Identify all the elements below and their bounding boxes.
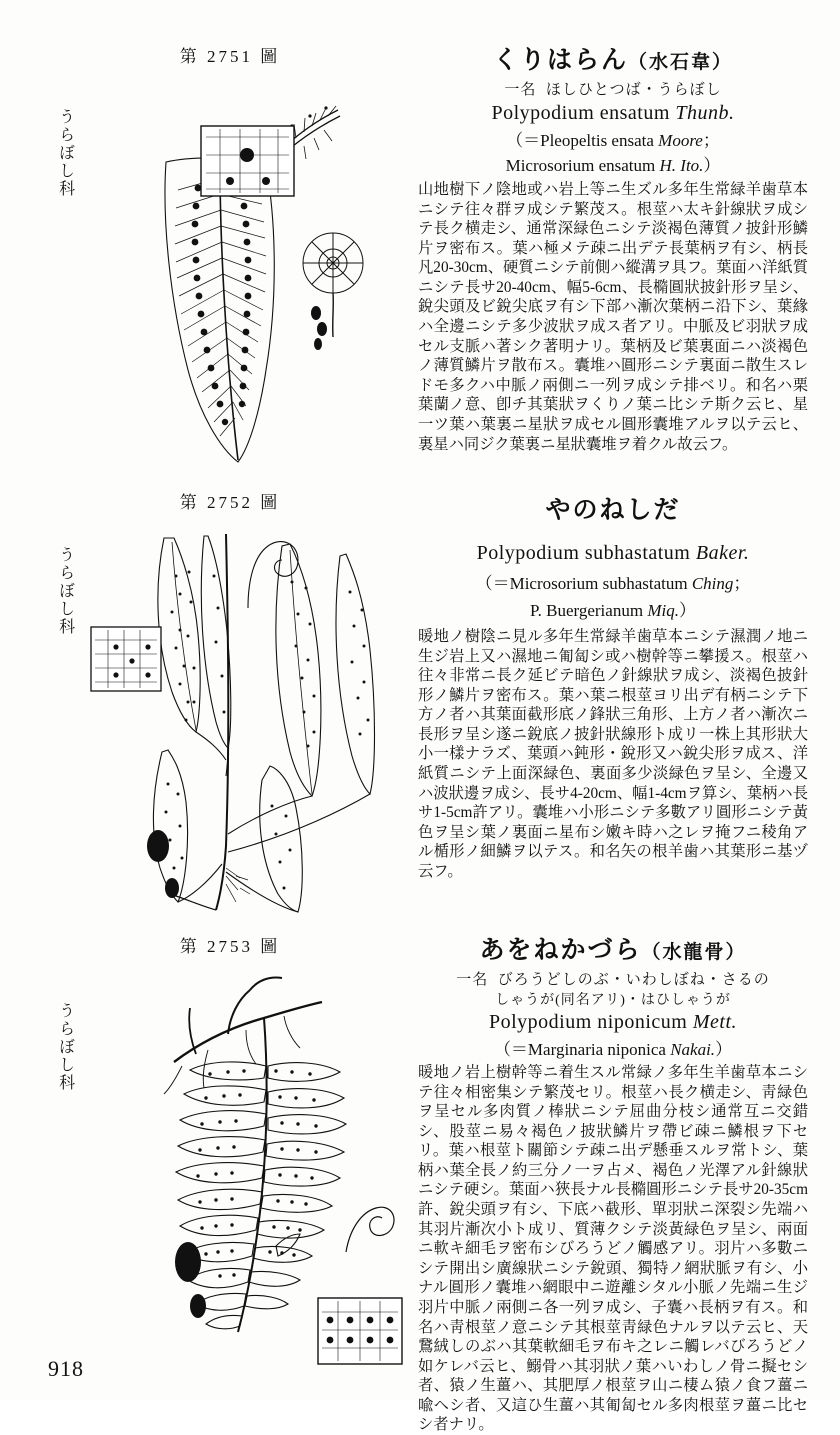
illustration-inset-venation-1 bbox=[200, 125, 295, 197]
family-label-1: うらぼし科 bbox=[56, 108, 74, 198]
alias-line-1: 一名 ほしひとつば・うらぼし bbox=[504, 82, 722, 98]
family-label-3: うらぼし科 bbox=[56, 1002, 74, 1092]
alias-line-3a: 一名 びろうどしのぶ・いわしぼね・さるの bbox=[456, 972, 770, 988]
japanese-name-2: やのねしだ bbox=[545, 497, 681, 524]
body-text-2: 暖地ノ樹陰ニ見ル多年生常緑羊歯草本ニシテ濕潤ノ地ニ生ジ岩上又ハ濕地ニ匍匐シ或ハ樹幹等ニ攀援ス。根莖ハ往々非常ニ長ク延ビテ暗色ノ針線狀ヲ成シ、淡褐色披針形ノ鱗片ヲ密布ス。葉ハ葉ニ根莖ヨリ出デ有柄ニシテ下方ノ者ハ其葉面截形底ノ鋒狀三角形、上方ノ者ハ漸次ニ長形ヲ呈シ遂ニ銳底ノ披針狀線形ト成リ一株上其形狀大小一樣ナラズ、葉頭ハ鈍形・銳形又ハ銳尖形ヲ成ス、洋紙質ニシテ上面深緑色、裏面多少淡緑色ヲ呈シ、全邊又ハ波狀邊ヲ成シ、長サ4-20cm、幅1-4cmヲ算シ、葉柄ハ長サ1-5cm許アリ。囊堆ハ小形ニシテ多數アリ圓形ニシテ黃色ヲ呈シ葉ノ裏面ニ星布シ嫩キ時ハ之レヲ掩フニ稜角アル楯形ノ細鱗ヲ以テス。和名矢の根羊歯ハ其葉形ニ基ヅ云フ。 bbox=[418, 628, 808, 880]
illustration-sorus-detail-1 bbox=[288, 225, 378, 355]
latin-name-3: Polypodium niponicum Mett. bbox=[489, 1011, 737, 1033]
body-text-1: 山地樹下ノ陰地或ハ岩上等ニ生ズル多年生常緑羊歯草本ニシテ往々群ヲ成シテ繁茂ス。根莖ハ太キ針線狀ヲ成シテ長ク横走シ、通常深緑色ニシテ淡褐色薄質ノ披針形鱗片ヲ密布ス。葉ハ極メテ疎ニ出デテ長葉柄ヲ有シ、柄長凡20-30cm、硬質ニシテ前側ハ縱溝ヲ具フ。葉面ハ洋紙質ニシテ長サ20-40cm、幅5-6cm、長橢圓狀披針形ヲ呈シ、銳尖頭及ビ銳尖底ヲ有シ下部ハ漸次葉柄ニ沿下シ、葉緣ハ全邊ニシテ多少波狀ヲ成ス者アリ。中脈及ビ羽狀ヲ成セル支脈ハ著シク著明ナリ。葉柄及ビ葉裏面ニハ淡褐色ノ薄質鱗片ヲ散布ス。囊堆ハ圓形ニシテ裏面ニ散生スレドモ多クハ中脈ノ兩側ニ一列ヲ成シテ排ベリ。和名ハ栗葉蘭ノ意、卽チ其葉狀ヲくりノ葉ニ比シテ斯ク云ヒ、星一ツ葉ハ葉裏ニ星狀ヲ成セル圓形囊堆アルヲ以テ云ヒ、裏星ハ同ジク葉裏ニ星狀囊堆ヲ着クル故云フ。 bbox=[418, 181, 808, 453]
japanese-name-1: くりはらん（水石韋） bbox=[492, 47, 734, 74]
entry-3 bbox=[0, 920, 840, 1434]
page-number: 918 bbox=[48, 1356, 84, 1381]
illustration-fig-2752 bbox=[76, 516, 406, 916]
illustration-inset-venation-2 bbox=[90, 626, 162, 692]
synonym-1b: Microsorium ensatum H. Ito.） bbox=[505, 156, 721, 175]
entry-2 bbox=[0, 478, 840, 928]
illustration-fig-2753 bbox=[78, 962, 408, 1382]
figure-caption-2: 第 2752 圖 bbox=[179, 493, 281, 512]
synonym-2a: （＝Microsorium subhastatum Ching； bbox=[475, 574, 751, 593]
body-text-3: 暖地ノ岩上樹幹等ニ着生スル常緑ノ多年生羊歯草本ニシテ往々相密集シテ繁茂セリ。根莖ハ長ク横走シ、靑緑色ヲ呈セル多肉質ノ棒狀ニシテ屈曲分枝シ通常互ニ交錯シ、股莖ニ易々褐色ノ披狀鱗片ヲ帶ビ疎ニ鱗根ヲ下セリ。葉ハ根莖ト關節シテ疎ニ出デ懸垂スルヲ常トシ、葉柄ハ葉全長ノ約三分ノ一ヲ占メ、褐色ノ光澤アル針線狀ニシテ硬シ。葉面ハ狹長ナル長橢圓形ニシテ長サ20-35cm許、銳尖頭ヲ有シ、下底ハ截形、單羽狀ニ深裂シ先端ハ其羽片漸次小ト成リ、質薄クシテ淡黃緑色ヲ呈シ、兩面ニ軟キ細毛ヲ密布シびろうどノ觸感アリ。羽片ハ多數ニシテ開出シ廣線狀ニシテ銳頭、獨特ノ網狀脈ヲ有シ、小ナル圓形ノ囊堆ハ網眼中ニ遊離シタル小脈ノ先端ニ生ジ羽片中脈ノ兩側ニ各一列ヲ成シ、子囊ハ長柄ヲ有ス。和名ハ靑根莖ノ意ニシテ其根莖靑緑色ナルヲ以テ云ヒ、天鵞絨しのぶハ其葉軟細毛ヲ布キ之レニ觸レバびろうどノ如ケレバ云ヒ、鰯骨ハ其羽狀ノ葉ハいわしノ骨ニ擬セシ者、猿ノ生薑ハ、其肥厚ノ根莖ヲ山ニ棲ム猿ノ食フ薑ニ喩ヘシ者、又這ひ生薑ハ其匍匐セル多肉根莖ヲ薑ニ比セシ者ナリ。 bbox=[418, 1064, 808, 1434]
alias-line-3b: しゃうが(同名アリ)・はひしゃうが bbox=[495, 993, 731, 1008]
latin-name-1: Polypodium ensatum Thunb. bbox=[491, 102, 735, 124]
text-column-2 bbox=[418, 490, 808, 882]
text-column-3 bbox=[418, 930, 808, 1435]
japanese-name-3: あをねかづら（水龍骨） bbox=[479, 937, 747, 964]
figure-caption-1: 第 2751 圖 bbox=[179, 47, 281, 66]
synonym-3a: （＝Marginaria niponica Nakai.） bbox=[493, 1040, 733, 1059]
figure-caption-3: 第 2753 圖 bbox=[179, 937, 281, 956]
entry-1 bbox=[0, 0, 840, 480]
text-column-1 bbox=[418, 40, 808, 454]
synonym-1a: （＝Pleopeltis ensata Moore； bbox=[506, 131, 720, 150]
latin-name-2: Polypodium subhastatum Baker. bbox=[476, 542, 750, 564]
family-label-2: うらぼし科 bbox=[56, 546, 74, 636]
synonym-2b: P. Buergerianum Miq.） bbox=[530, 601, 696, 620]
